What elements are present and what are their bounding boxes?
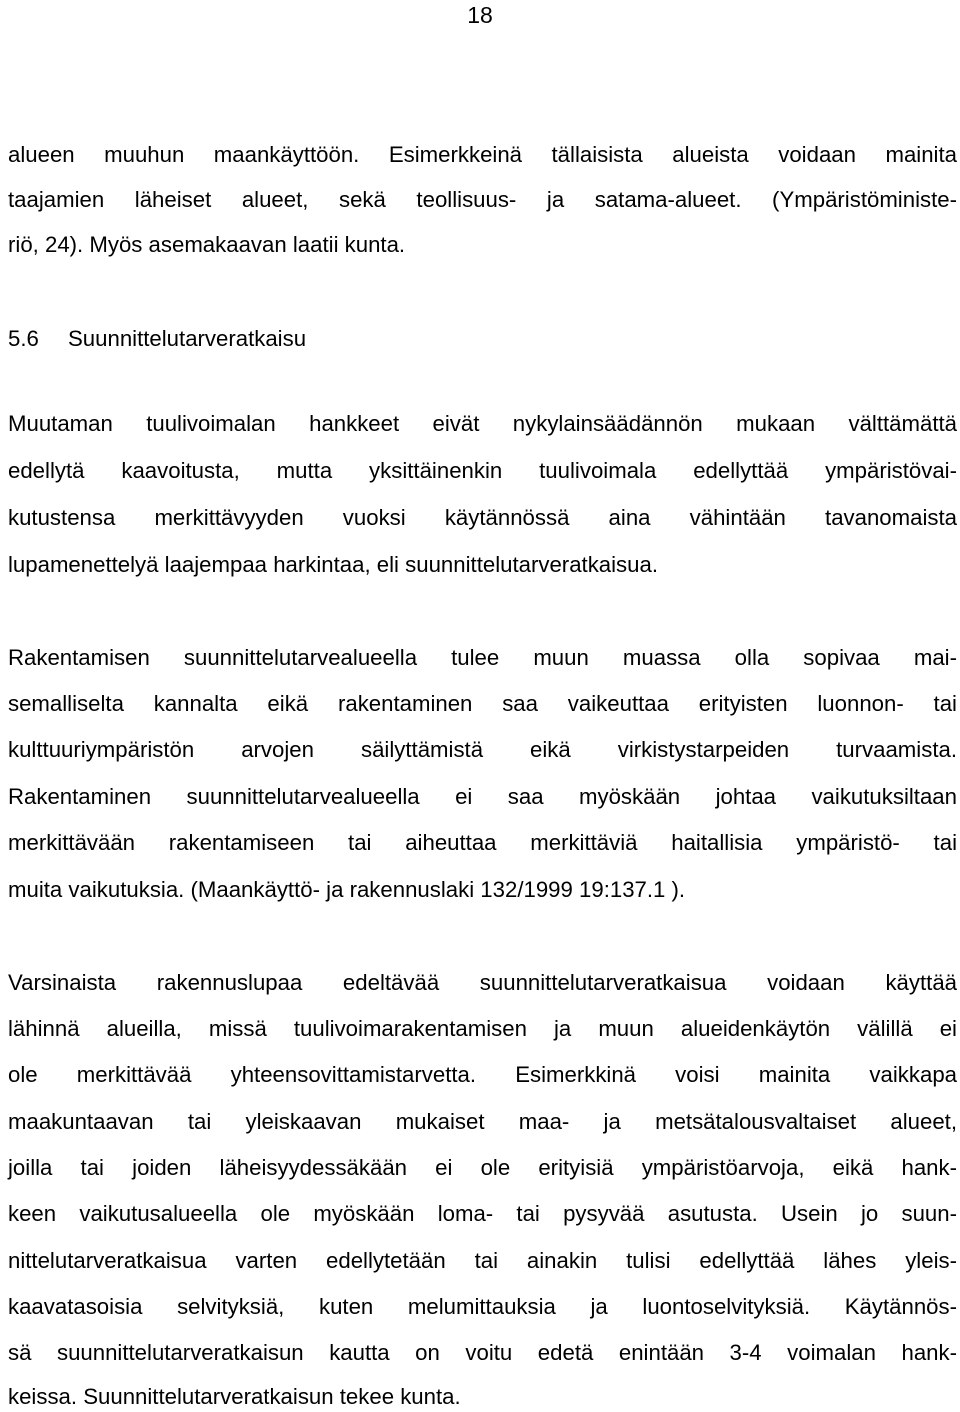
page-number: 18	[467, 2, 493, 28]
text-line: kulttuuriympäristön arvojen säilyttämistä eikä virkistystarpeiden turvaamista.	[8, 737, 957, 762]
text-line: alueen muuhun maankäyttöön. Esimerkkeinä tällaisista alueista voidaan mainita	[8, 142, 957, 167]
text-line: Rakentaminen suunnittelutarvealueella ei saa myöskään johtaa vaikutuksiltaan	[8, 784, 957, 809]
text-line: merkittävään rakentamiseen tai aiheuttaa merkittäviä haitallisia ympäristö- tai	[8, 830, 957, 855]
text-line: keissa. Suunnittelutarveratkaisun tekee kunta.	[8, 1384, 461, 1409]
text-line: kutustensa merkittävyyden vuoksi käytännössä aina vähintään tavanomaista	[8, 505, 957, 530]
text-line: taajamien läheiset alueet, sekä teollisuus- ja satama-alueet. (Ympäristöministe-	[8, 187, 957, 212]
section-heading	[8, 324, 306, 354]
text-line: joilla tai joiden läheisyydessäkään ei ole erityisiä ympäristöarvoja, eikä hank-	[8, 1155, 957, 1180]
text-line: semalliselta kannalta eikä rakentaminen saa vaikeuttaa erityisten luonnon- tai	[8, 691, 957, 716]
text-line: keen vaikutusalueella ole myöskään loma- tai pysyvää asutusta. Usein jo suun-	[8, 1201, 957, 1226]
text-line: nittelutarveratkaisua varten edellytetään tai ainakin tulisi edellyttää lähes yleis-	[8, 1248, 957, 1273]
text-line: lupamenettelyä laajempaa harkintaa, eli suunnittelutarveratkaisua.	[8, 552, 658, 577]
text-line: muita vaikutuksia. (Maankäyttö- ja rakennuslaki 132/1999 19:137.1 ).	[8, 877, 686, 902]
text-line: kaavatasoisia selvityksiä, kuten melumittauksia ja luontoselvityksiä. Käytännös-	[8, 1294, 957, 1319]
section-number: 5.6	[8, 326, 39, 351]
text-line: sä suunnittelutarveratkaisun kautta on voitu edetä enintään 3-4 voimalan hank-	[8, 1340, 957, 1365]
text-line: Muutaman tuulivoimalan hankkeet eivät nykylainsäädännön mukaan välttämättä	[8, 411, 957, 436]
text-line: maakuntaavan tai yleiskaavan mukaiset maa- ja metsätalousvaltaiset alueet,	[8, 1109, 957, 1134]
text-line: lähinnä alueilla, missä tuulivoimarakentamisen ja muun alueidenkäytön välillä ei	[8, 1016, 957, 1041]
text-line: Rakentamisen suunnittelutarvealueella tulee muun muassa olla sopivaa mai-	[8, 645, 957, 670]
text-line: edellytä kaavoitusta, mutta yksittäinenkin tuulivoimala edellyttää ympäristövai-	[8, 458, 957, 483]
section-title: Suunnittelutarveratkaisu	[68, 326, 307, 351]
text-line: Varsinaista rakennuslupaa edeltävää suunnittelutarveratkaisua voidaan käyttää	[8, 970, 957, 995]
text-line: ole merkittävää yhteensovittamistarvetta. Esimerkkinä voisi mainita vaikkapa	[8, 1062, 957, 1087]
text-line: riö, 24). Myös asemakaavan laatii kunta.	[8, 232, 406, 257]
